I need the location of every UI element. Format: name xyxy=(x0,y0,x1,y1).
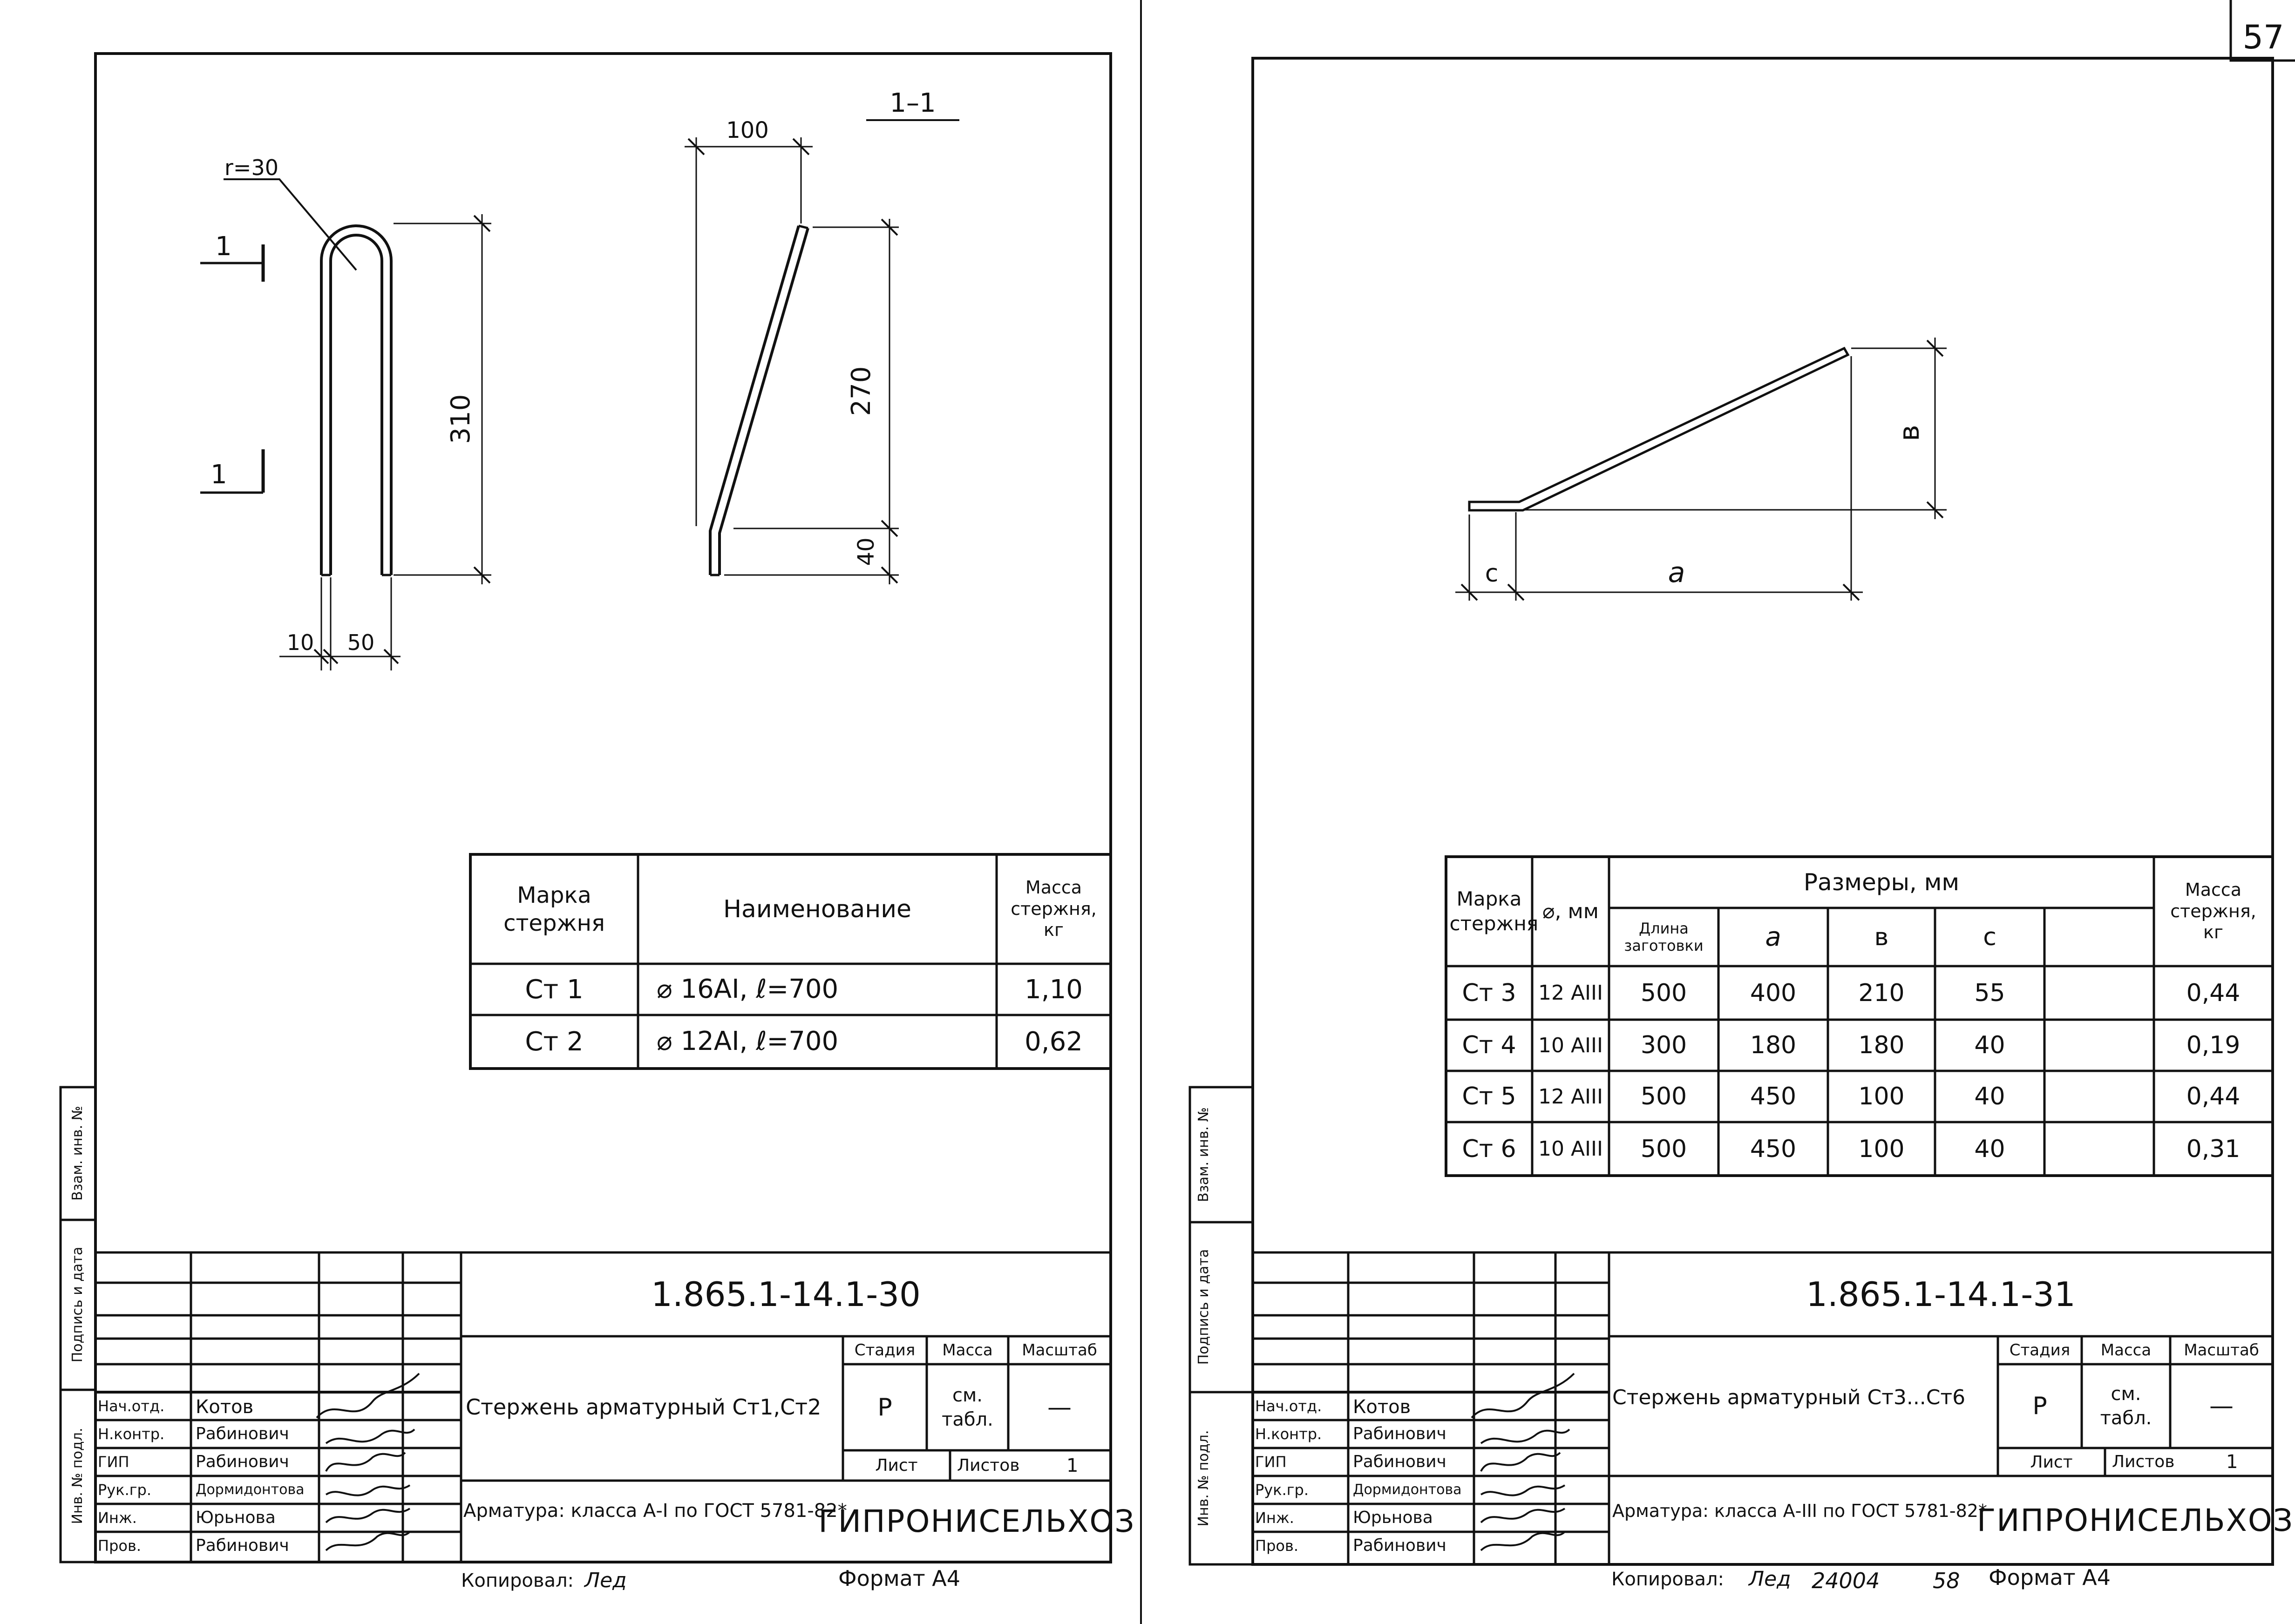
staff-role: Пров. xyxy=(1255,1537,1298,1555)
table-cell: 450 xyxy=(1750,1135,1797,1163)
table-cell: 500 xyxy=(1640,1083,1687,1110)
mass-header: Масса xyxy=(2100,1341,2152,1360)
sheet-code: 1.865.1-14.1-31 xyxy=(1806,1275,2076,1314)
table-cell: 0,44 xyxy=(2186,1083,2241,1110)
sheet-label: Лист xyxy=(875,1456,918,1475)
staff-name: Дормидонтова xyxy=(196,1482,305,1498)
staff-role: Нач.отд. xyxy=(1255,1397,1322,1415)
stage-value: Р xyxy=(877,1393,892,1421)
staff-name: Рабинович xyxy=(196,1536,289,1555)
staff-role: Н.контр. xyxy=(98,1425,165,1443)
staff-role: ГИП xyxy=(98,1453,129,1471)
staff-name: Дормидонтова xyxy=(1353,1482,1462,1498)
organization: ГИПРОНИСЕЛЬХОЗ xyxy=(1976,1502,2294,1538)
section-title: 1–1 xyxy=(889,88,936,118)
table-cell: Ст 3 xyxy=(1462,979,1516,1007)
organization: ГИПРОНИСЕЛЬХОЗ xyxy=(818,1503,1135,1539)
dim-c-label: с xyxy=(1485,560,1499,588)
staff-role: Рук.гр. xyxy=(1255,1481,1309,1499)
mass-value: см. табл. xyxy=(2100,1383,2152,1429)
copied-label: Копировал: xyxy=(461,1570,574,1591)
table-cell: 0,62 xyxy=(1025,1027,1083,1057)
sheets-value: 1 xyxy=(2226,1451,2238,1473)
table-cell: 500 xyxy=(1640,979,1687,1007)
copied-signature: Лед xyxy=(584,1569,627,1592)
table-cell: Ст 6 xyxy=(1462,1135,1516,1163)
mass-header: Масса xyxy=(942,1341,993,1360)
table-cell: 100 xyxy=(1858,1135,1905,1163)
table-cell: 40 xyxy=(1974,1031,2005,1059)
table-cell: 10 АIII xyxy=(1538,1033,1603,1057)
stage-value: Р xyxy=(2032,1392,2047,1420)
scale-value: — xyxy=(1047,1393,1072,1421)
table-cell: 180 xyxy=(1858,1031,1905,1059)
table-cell: ⌀ 12AI, ℓ=700 xyxy=(657,1026,839,1056)
table-cell: ⌀ 16AI, ℓ=700 xyxy=(657,974,839,1004)
copied-label: Копировал: xyxy=(1611,1569,1725,1590)
sheet-title: Стержень арматурный Ст1,Ст2 xyxy=(466,1394,822,1420)
staff-role: Нач.отд. xyxy=(98,1397,165,1415)
staff-name: Котов xyxy=(196,1396,254,1418)
table-header-diameter: ⌀, мм xyxy=(1542,899,1599,923)
table-cell: 40 xyxy=(1974,1135,2005,1163)
table-cell: 210 xyxy=(1858,979,1905,1007)
height-dim-label: 310 xyxy=(446,394,476,444)
copied-signature: Лед xyxy=(1749,1567,1791,1591)
table-subheader-c: с xyxy=(1983,923,1996,951)
staff-name: Рабинович xyxy=(196,1452,289,1471)
staff-name: Рабинович xyxy=(196,1424,289,1443)
table-cell: 40 xyxy=(1974,1083,2005,1110)
table-cell: 450 xyxy=(1750,1083,1797,1110)
side-stamp-sign: Подпись и дата xyxy=(69,1246,86,1363)
table-header-mark: Марка стержня xyxy=(1449,887,1539,935)
section-long-dim-label: 270 xyxy=(846,366,876,416)
material-note: Арматура: класса А-I по ГОСТ 5781-82* xyxy=(463,1500,847,1522)
staff-role: Н.контр. xyxy=(1255,1425,1322,1443)
table-cell: 0,19 xyxy=(2186,1031,2241,1059)
sheets-label: Листов xyxy=(2112,1452,2175,1471)
width-right-dim-label: 50 xyxy=(347,630,375,655)
staff-role: Рук.гр. xyxy=(98,1481,152,1499)
sheets-value: 1 xyxy=(1066,1455,1079,1476)
table-cell: 10 АIII xyxy=(1538,1137,1603,1161)
sheets-label: Листов xyxy=(957,1456,1020,1475)
side-stamp-sign: Подпись и дата xyxy=(1195,1249,1212,1365)
table-cell: 180 xyxy=(1750,1031,1797,1059)
table-cell: 0,44 xyxy=(2186,979,2241,1007)
table-subheader-length: Длина заготовки xyxy=(1624,919,1704,954)
side-stamp-replace: Взам. инв. № xyxy=(1195,1107,1212,1202)
format-label: Формат А4 xyxy=(838,1566,960,1591)
table-cell: Ст 2 xyxy=(525,1027,584,1057)
staff-name: Юрьнова xyxy=(1353,1508,1433,1527)
table-header-mark: Марка стержня xyxy=(503,882,605,936)
stage-header: Стадия xyxy=(854,1341,916,1360)
table-cell: Ст 5 xyxy=(1462,1083,1516,1110)
staff-role: Инж. xyxy=(98,1509,137,1527)
table-cell: Ст 4 xyxy=(1462,1031,1516,1059)
material-note: Арматура: класса А-III по ГОСТ 5781-82* xyxy=(1612,1501,1987,1521)
scale-header: Масштаб xyxy=(2184,1341,2259,1360)
side-stamp-inv: Инв. № подл. xyxy=(69,1428,86,1524)
staff-name: Рабинович xyxy=(1353,1536,1446,1555)
staff-name: Котов xyxy=(1353,1396,1411,1418)
stage-header: Стадия xyxy=(2009,1341,2071,1360)
section-short-dim-label: 40 xyxy=(853,537,879,566)
staff-name: Рабинович xyxy=(1353,1424,1446,1443)
table-cell: Ст 1 xyxy=(525,974,584,1005)
table-subheader-b: в xyxy=(1874,923,1889,951)
sheet-code: 1.865.1-14.1-30 xyxy=(651,1275,921,1314)
scale-header: Масштаб xyxy=(1022,1341,1097,1360)
section-mark-top: 1 xyxy=(215,231,232,262)
staff-name: Юрьнова xyxy=(196,1508,276,1527)
dim-b-label: в xyxy=(1893,425,1926,441)
table-cell: 1,10 xyxy=(1025,974,1083,1005)
mass-value: см. табл. xyxy=(942,1384,993,1430)
table-cell: 0,31 xyxy=(2186,1135,2241,1163)
table-cell: 500 xyxy=(1640,1135,1687,1163)
table-cell: 300 xyxy=(1640,1031,1687,1059)
staff-name: Рабинович xyxy=(1353,1452,1446,1471)
side-stamp-inv: Инв. № подл. xyxy=(1195,1430,1212,1527)
staff-role: Инж. xyxy=(1255,1509,1294,1527)
table-header-mass: Масса стержня, кг xyxy=(2170,880,2256,943)
side-stamp-replace: Взам. инв. № xyxy=(69,1106,86,1201)
table-cell: 100 xyxy=(1858,1083,1905,1110)
width-left-dim-label: 10 xyxy=(286,630,314,655)
table-cell: 55 xyxy=(1974,979,2005,1007)
table-subheader-a: a xyxy=(1765,922,1781,952)
table-cell: 400 xyxy=(1750,979,1797,1007)
scale-value: — xyxy=(2209,1392,2234,1420)
sheet-title: Стержень арматурный Ст3...Ст6 xyxy=(1612,1386,1966,1409)
section-mark-bottom: 1 xyxy=(210,460,227,490)
format-label: Формат А4 xyxy=(1989,1565,2111,1590)
copied-page: 58 xyxy=(1933,1568,1960,1593)
sheet-label: Лист xyxy=(2030,1452,2073,1472)
page-number: 57 xyxy=(2242,18,2284,56)
copied-number: 24004 xyxy=(1812,1568,1880,1593)
radius-label: r=30 xyxy=(224,155,278,180)
table-header-dimensions: Размеры, мм xyxy=(1803,869,1960,896)
table-header-name: Наименование xyxy=(723,895,912,923)
section-top-dim-label: 100 xyxy=(726,117,769,143)
dim-a-label: a xyxy=(1668,556,1685,589)
table-header-mass: Масса стержня, кг xyxy=(1011,877,1097,941)
table-cell: 12 АIII xyxy=(1538,1084,1603,1109)
staff-role: ГИП xyxy=(1255,1453,1287,1471)
table-cell: 12 АIII xyxy=(1538,981,1603,1005)
staff-role: Пров. xyxy=(98,1537,141,1555)
